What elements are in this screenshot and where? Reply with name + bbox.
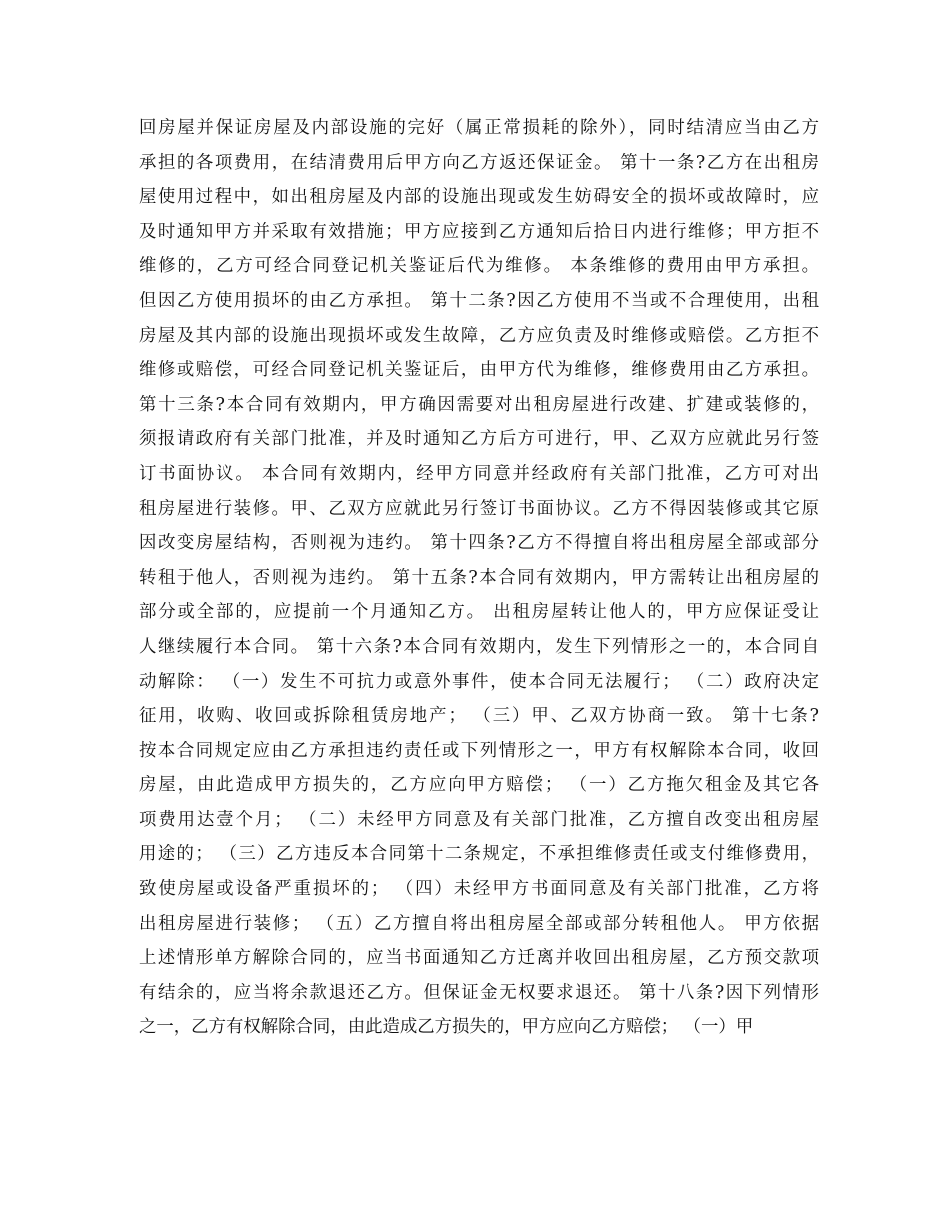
text-line: 之一，乙方有权解除合同，由此造成乙方损失的，甲方应向乙方赔偿； （一）甲	[139, 1017, 754, 1038]
text-line: 按本合同规定应由乙方承担违约责任或下列情形之一，甲方有权解除本合同，收回	[139, 740, 819, 761]
text-line: 人继续履行本合同。 第十六条?本合同有效期内，发生下列情形之一的，本合同自	[139, 636, 819, 657]
text-line: 维修或赔偿，可经合同登记机关鉴证后，由甲方代为维修，维修费用由乙方承担。	[139, 360, 819, 381]
contract-body-text	[139, 111, 819, 1045]
text-line: 因改变房屋结构，否则视为违约。 第十四条?乙方不得擅自将出租房屋全部或部分	[139, 533, 819, 554]
text-line: 部分或全部的，应提前一个月通知乙方。 出租房屋转让他人的，甲方应保证受让	[139, 602, 819, 623]
text-line: 房屋，由此造成甲方损失的，乙方应向甲方赔偿； （一）乙方拖欠租金及其它各	[139, 775, 819, 796]
text-line: 出租房屋进行装修； （五）乙方擅自将出租房屋全部或部分转租他人。 甲方依据	[139, 913, 819, 934]
text-line: 订书面协议。 本合同有效期内，经甲方同意并经政府有关部门批准，乙方可对出	[139, 463, 819, 484]
text-line: 维修的，乙方可经合同登记机关鉴证后代为维修。 本条维修的费用由甲方承担。	[139, 256, 819, 277]
text-line: 项费用达壹个月； （二）未经甲方同意及有关部门批准，乙方擅自改变出租房屋	[139, 809, 819, 830]
text-line: 征用，收购、收回或拆除租赁房地产； （三）甲、乙双方协商一致。 第十七条?	[139, 706, 819, 727]
text-line: 转租于他人，否则视为违约。 第十五条?本合同有效期内，甲方需转让出租房屋的	[139, 567, 819, 588]
text-line: 房屋及其内部的设施出现损坏或发生故障，乙方应负责及时维修或赔偿。乙方拒不	[139, 325, 819, 346]
text-line: 有结余的，应当将余款退还乙方。但保证金无权要求退还。 第十八条?因下列情形	[139, 982, 819, 1003]
text-line: 但因乙方使用损坏的由乙方承担。 第十二条?因乙方使用不当或不合理使用，出租	[139, 290, 819, 311]
text-line: 须报请政府有关部门批准，并及时通知乙方后方可进行，甲、乙双方应就此另行签	[139, 429, 819, 450]
text-line: 及时通知甲方并采取有效措施；甲方应接到乙方通知后拾日内进行维修；甲方拒不	[139, 221, 819, 242]
text-line: 承担的各项费用，在结清费用后甲方向乙方返还保证金。 第十一条?乙方在出租房	[139, 152, 819, 173]
text-line: 上述情形单方解除合同的，应当书面通知乙方迁离并收回出租房屋，乙方预交款项	[139, 948, 819, 969]
text-line: 用途的； （三）乙方违反本合同第十二条规定，不承担维修责任或支付维修费用，	[139, 844, 819, 865]
text-line: 动解除： （一）发生不可抗力或意外事件，使本合同无法履行； （二）政府决定	[139, 671, 819, 692]
text-line: 租房屋进行装修。甲、乙双方应就此另行签订书面协议。乙方不得因装修或其它原	[139, 498, 819, 519]
text-line: 第十三条?本合同有效期内，甲方确因需要对出租房屋进行改建、扩建或装修的，	[139, 394, 819, 415]
text-line: 致使房屋或设备严重损坏的； （四）未经甲方书面同意及有关部门批准，乙方将	[139, 879, 819, 900]
text-line: 屋使用过程中，如出租房屋及内部的设施出现或发生妨碍安全的损坏或故障时，应	[139, 187, 819, 208]
text-line: 回房屋并保证房屋及内部设施的完好（属正常损耗的除外），同时结清应当由乙方	[139, 118, 819, 138]
